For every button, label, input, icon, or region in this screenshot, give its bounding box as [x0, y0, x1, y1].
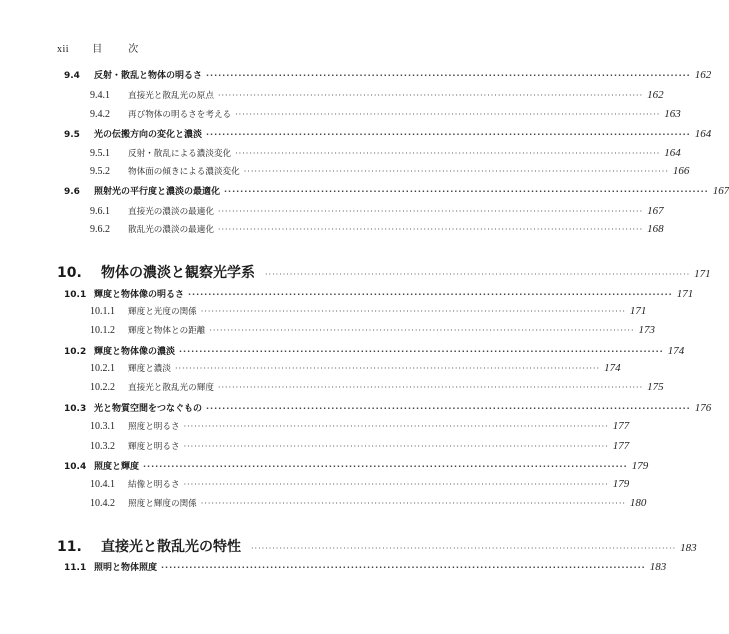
entry-title: 物体の濃淡と観察光学系 — [101, 265, 255, 281]
dot-leader: ························································································································ — [206, 71, 691, 80]
dot-leader: ························································································································ — [209, 326, 635, 335]
header-title: 目 次 — [92, 44, 147, 55]
toc-entry-sec — [64, 344, 685, 357]
entry-page: 177 — [612, 440, 630, 452]
dot-leader: ························································································································ — [206, 404, 691, 413]
toc-entry-sub — [90, 147, 681, 159]
dot-leader: ························································································································ — [200, 499, 626, 508]
entry-title: 照度と輝度の関係 — [128, 499, 197, 509]
entry-title: 照射光の平行度と濃淡の最適化 — [94, 187, 221, 197]
entry-number: 10.3 — [64, 404, 87, 414]
entry-number: 9.4 — [64, 71, 80, 81]
entry-page: 171 — [694, 268, 711, 280]
entry-title: 輝度と物体像の濃淡 — [94, 347, 176, 357]
entry-number: 10.1 — [64, 290, 87, 300]
toc-entry-sec — [64, 68, 712, 81]
entry-page: 167 — [712, 185, 729, 197]
dot-leader: ························································································································ — [188, 290, 673, 299]
entry-title: 輝度と光度の関係 — [128, 307, 197, 317]
entry-page: 183 — [680, 542, 697, 554]
dot-leader: ························································································································ — [183, 480, 609, 489]
entry-title: 照度と輝度 — [94, 462, 140, 472]
entry-number: 9.6 — [64, 187, 80, 197]
toc-entry-sec — [64, 127, 712, 140]
toc-entry-sub — [90, 440, 630, 452]
dot-leader: ························································································································ — [179, 347, 664, 356]
running-header — [57, 40, 146, 55]
entry-page: 183 — [649, 561, 667, 573]
entry-title: 照明と物体照度 — [94, 563, 158, 573]
entry-page: 164 — [664, 147, 681, 159]
entry-number: 10.2 — [64, 347, 87, 357]
entry-title: 反射・散乱による濃淡変化 — [128, 149, 232, 159]
entry-number: 10.1.1 — [90, 306, 115, 317]
entry-title: 光と物質空間をつなぐもの — [94, 404, 203, 414]
entry-number: 9.5 — [64, 130, 80, 140]
dot-leader: ························································································································ — [217, 91, 644, 100]
entry-page: 163 — [664, 108, 681, 120]
entry-title: 直接光の濃淡の最適化 — [128, 207, 214, 217]
entry-title: 物体面の傾きによる濃淡変化 — [128, 167, 240, 177]
entry-page: 167 — [647, 205, 664, 217]
entry-title: 結像と明るさ — [128, 480, 180, 490]
toc-entry-sec — [64, 184, 729, 197]
entry-page: 171 — [676, 288, 694, 300]
entry-page: 174 — [667, 345, 685, 357]
entry-page: 166 — [672, 165, 690, 177]
dot-leader: ························································································································ — [200, 307, 626, 316]
entry-number: 10. — [57, 265, 82, 281]
entry-page: 173 — [638, 324, 656, 336]
dot-leader: ························································································································ — [243, 167, 669, 176]
dot-leader: ························································································································ — [217, 207, 644, 216]
entry-title: 直接光と散乱光の特性 — [101, 539, 241, 555]
entry-number: 9.4.2 — [90, 109, 110, 120]
toc-entry-sub — [90, 205, 664, 217]
entry-page: 180 — [629, 497, 647, 509]
dot-leader: ························································································································ — [224, 187, 709, 196]
dot-leader: ························································································································ — [183, 422, 609, 431]
toc-entry-chap — [57, 262, 711, 282]
toc-entry-sub — [90, 362, 621, 374]
entry-page: 176 — [694, 402, 712, 414]
toc-entry-sub — [90, 89, 664, 101]
entry-number: 10.3.1 — [90, 421, 115, 432]
entry-number: 9.5.1 — [90, 148, 110, 159]
dot-leader: ························································································································ — [183, 442, 609, 451]
entry-number: 10.3.2 — [90, 441, 115, 452]
entry-number: 9.4.1 — [90, 90, 110, 101]
entry-title: 散乱光の濃淡の最適化 — [128, 225, 214, 235]
entry-title: 光の伝搬方向の変化と濃淡 — [94, 130, 203, 140]
entry-title: 直接光と散乱光の輝度 — [128, 383, 214, 393]
entry-number: 9.5.2 — [90, 166, 110, 177]
entry-page: 164 — [694, 128, 712, 140]
dot-leader: ························································································································ — [217, 383, 644, 392]
toc-entry-sub — [90, 478, 630, 490]
entry-page: 179 — [612, 478, 630, 490]
entry-number: 10.4.1 — [90, 479, 115, 490]
dot-leader: ························································································································ — [217, 225, 644, 234]
dot-leader: ························································································································ — [161, 563, 646, 572]
entry-title: 輝度と物体像の明るさ — [94, 290, 185, 300]
toc-entry-sub — [90, 305, 647, 317]
toc-entry-sec — [64, 401, 712, 414]
header-page-number: xii — [57, 44, 70, 55]
entry-page: 179 — [631, 460, 649, 472]
entry-title: 再び物体の明るさを考える — [128, 110, 232, 120]
entry-number: 10.2.1 — [90, 363, 115, 374]
entry-number: 9.6.2 — [90, 224, 110, 235]
entry-number: 10.4.2 — [90, 498, 115, 509]
dot-leader: ························································································································ — [174, 364, 601, 373]
toc-entry-chap — [57, 536, 697, 556]
entry-number: 9.6.1 — [90, 206, 110, 217]
toc-entry-sec — [64, 560, 667, 573]
entry-page: 174 — [604, 362, 621, 374]
toc-entry-sub — [90, 420, 630, 432]
entry-title: 直接光と散乱光の原点 — [128, 91, 214, 101]
toc-entry-sub — [90, 108, 681, 120]
dot-leader: ························································································································ — [206, 130, 691, 139]
dot-leader: ························································································································ — [235, 110, 661, 119]
entry-page: 171 — [629, 305, 647, 317]
entry-title: 輝度と物体との距離 — [128, 326, 206, 336]
toc-entry-sub — [90, 223, 664, 235]
entry-title: 反射・散乱と物体の明るさ — [94, 71, 203, 81]
toc-entry-sec — [64, 459, 649, 472]
entry-page: 175 — [647, 381, 664, 393]
entry-number: 10.4 — [64, 462, 87, 472]
entry-number: 10.2.2 — [90, 382, 115, 393]
entry-title: 輝度と明るさ — [128, 442, 180, 452]
dot-leader: ························································································································ — [265, 270, 691, 279]
dot-leader: ························································································································ — [235, 149, 661, 158]
entry-number: 10.1.2 — [90, 325, 115, 336]
toc-entry-sec — [64, 287, 694, 300]
toc-entry-sub — [90, 324, 656, 336]
dot-leader: ························································································································ — [143, 462, 628, 471]
entry-title: 照度と明るさ — [128, 422, 180, 432]
dot-leader: ························································································································ — [251, 544, 677, 553]
entry-number: 11.1 — [64, 563, 87, 573]
entry-number: 11. — [57, 539, 82, 555]
toc-entry-sub — [90, 165, 690, 177]
entry-title: 輝度と濃淡 — [128, 364, 171, 374]
toc-entry-sub — [90, 381, 664, 393]
entry-page: 162 — [647, 89, 664, 101]
toc-entry-sub — [90, 497, 647, 509]
entry-page: 177 — [612, 420, 630, 432]
entry-page: 162 — [694, 69, 712, 81]
entry-page: 168 — [647, 223, 664, 235]
